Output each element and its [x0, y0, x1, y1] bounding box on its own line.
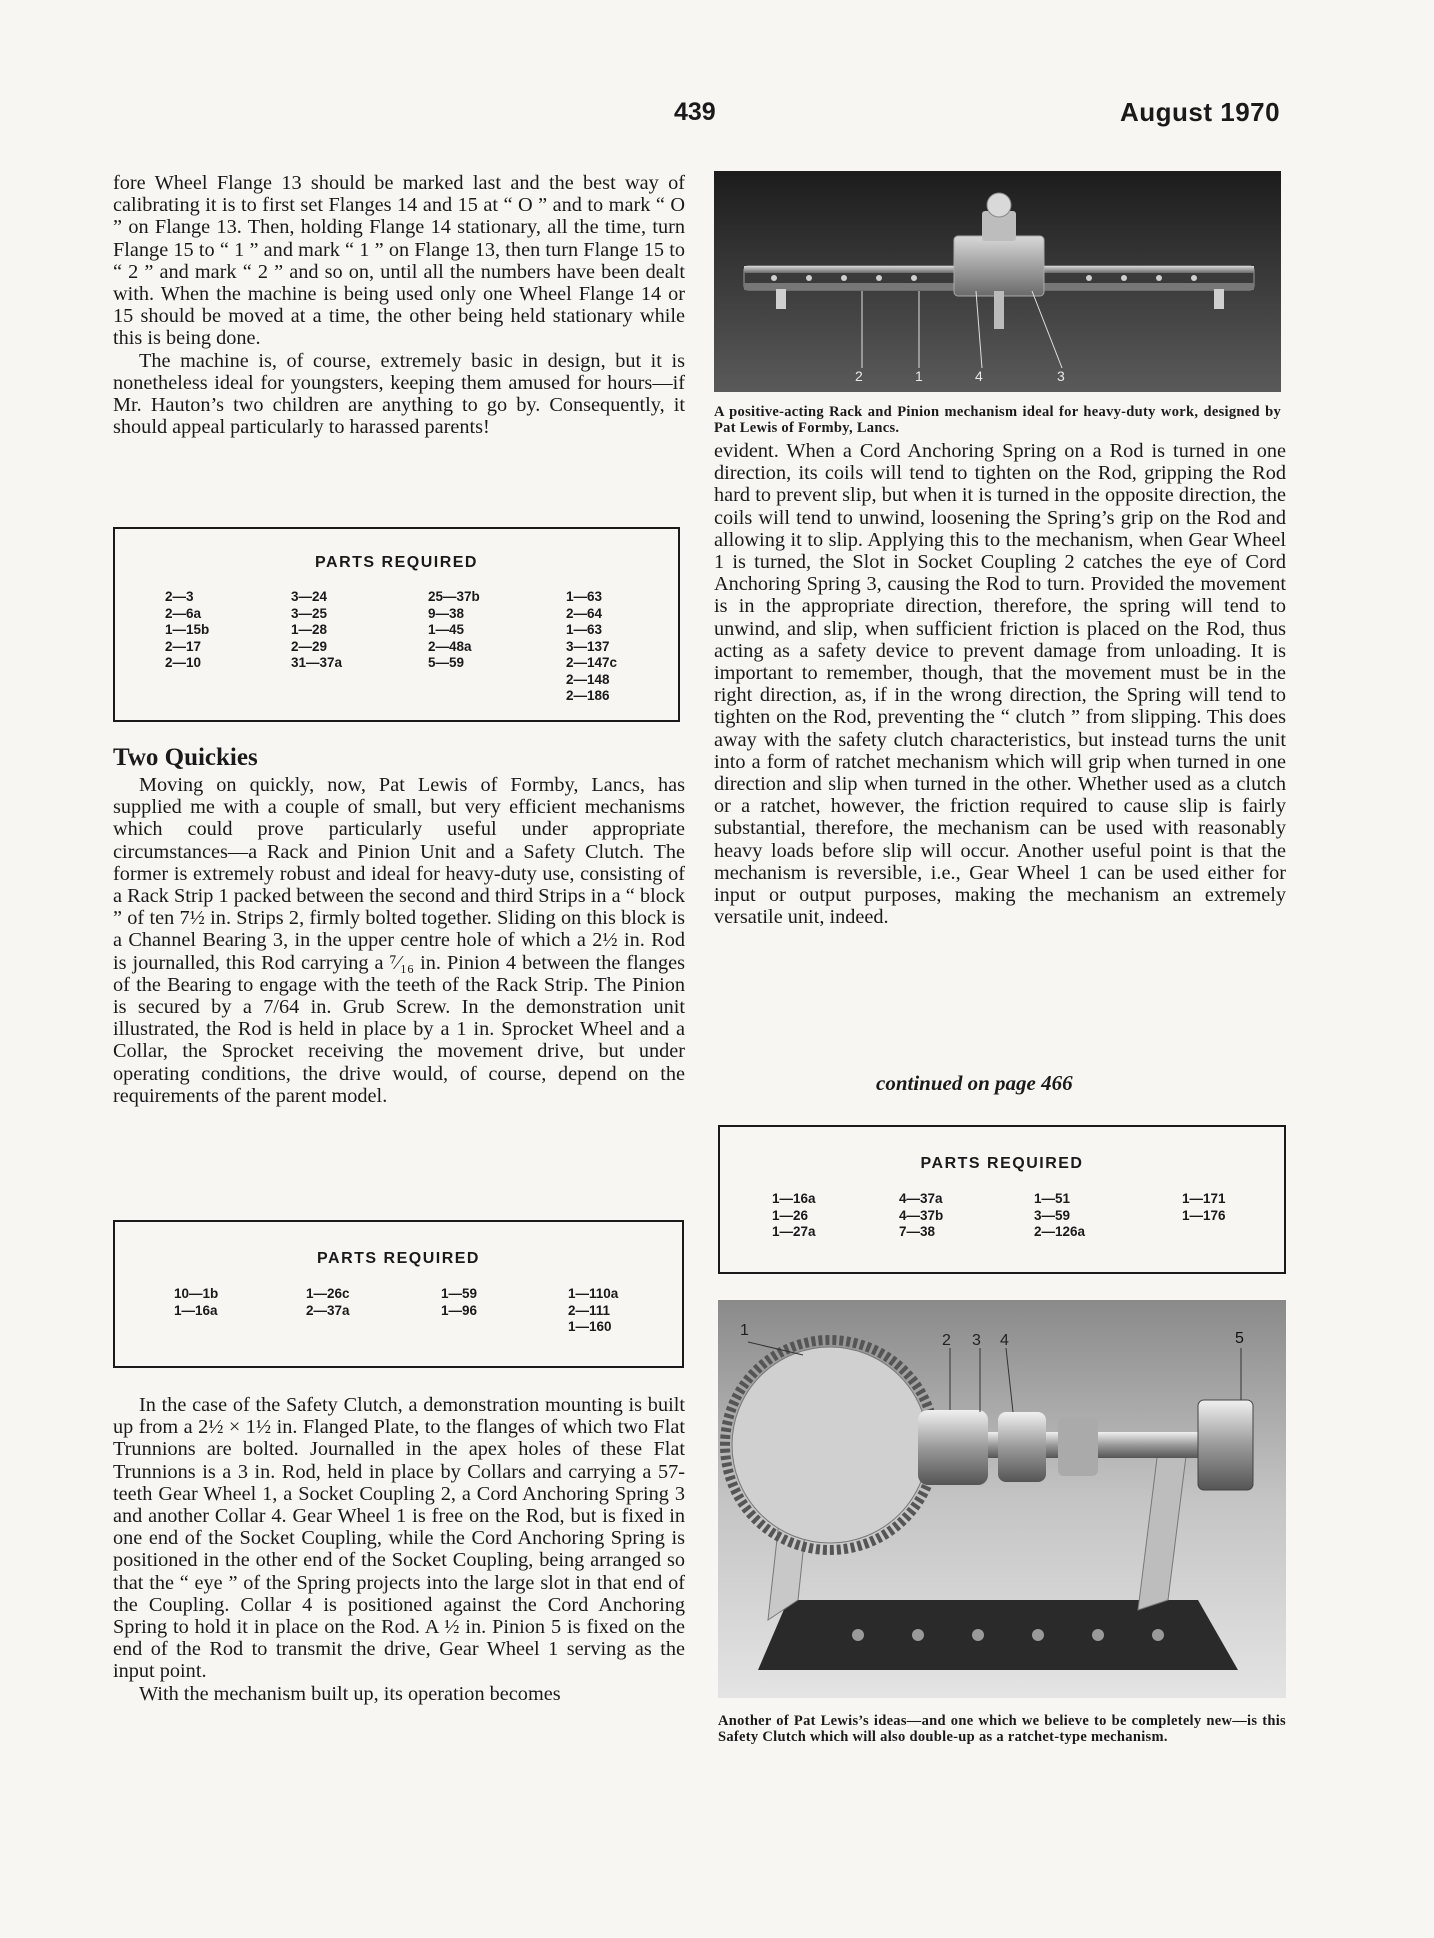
part-entry: 2—37a: [306, 1302, 350, 1318]
part-entry: 3—24: [291, 589, 328, 604]
paragraph: With the mechanism built up, its operation becomes: [139, 1682, 561, 1705]
photo-label: 3: [972, 1332, 981, 1349]
part-entry: 4—37b: [899, 1207, 944, 1223]
photo-label: 5: [1235, 1330, 1244, 1347]
photo-label: 1: [915, 368, 923, 384]
part-entry: 1—63: [566, 622, 603, 637]
part-entry: 31—37a: [291, 655, 343, 670]
part-entry: 2—6a: [165, 605, 202, 621]
photo-label: 4: [975, 368, 983, 384]
rack-and-pinion-photo: [714, 171, 1281, 392]
photo-caption-2: Another of Pat Lewis’s ideas—and one which we believe to be completely new—is this Safety Clutch which will also double-up as a ratchet-type mechanism.: [718, 1713, 1286, 1745]
parts-column: [291, 589, 342, 672]
part-entry: 1—59: [441, 1286, 478, 1301]
photo-label: 1: [740, 1322, 749, 1339]
part-entry: 2—64: [566, 605, 603, 621]
part-entry: 3—137: [566, 638, 610, 654]
parts-column: [566, 589, 617, 705]
part-entry: 1—160: [568, 1319, 612, 1334]
part-entry: 7—38: [899, 1224, 936, 1239]
paragraph: fore Wheel Flange 13 should be marked last and the best way of calibrating it is to first set Flanges 14 and 15 at “ O ” and to mark “ O ” on Flange 13. Then, holding Flange 14 stationary, all the time, turn Flange 15 to “ 1 ” and mark “ 1 ” on Flange 13, then turn Flange 15 to “ 2 ” and mark “ 2 ” and so on, until all the numbers have been dealt with. When the machine is being used only one Wheel Flange 14 or 15 should be moved at a time, the other being held stationary while this is being done.: [113, 172, 685, 350]
part-entry: 1—26: [772, 1207, 809, 1223]
part-entry: 1—63: [566, 589, 603, 604]
part-entry: 2—147c: [566, 655, 618, 670]
parts-required-box-2: [113, 1220, 684, 1368]
part-entry: 2—126a: [1034, 1224, 1086, 1239]
part-entry: 1—26c: [306, 1286, 350, 1301]
part-entry: 3—25: [291, 605, 328, 621]
paragraph: In the case of the Safety Clutch, a demonstration mounting is built up from a 2½ × 1½ in. Flanged Plate, to the flanges of which two Flat Trunnions are bolted. Journalled in the apex holes of these Flat Trunnions is a 3 in. Rod, held in place by Collars and carrying a 57-teeth Gear Wheel 1, a Socket Coupling 2, a Cord Anchoring Spring 3 and another Collar 4. Gear Wheel 1 is free on the Rod, but is fixed in one end of the Socket Coupling, while the Cord Anchoring Spring is positioned in the other end of the Socket Coupling, being arranged so that the “ eye ” of the Spring projects into the large slot in that end of the Coupling. Collar 4 is positioned against the Cord Anchoring Spring to hold it in place on the Rod. A ½ in. Pinion 5 is fixed on the end of the Rod to transmit the drive, Gear Wheel 1 serving as the input point.: [113, 1394, 685, 1683]
parts-column: [568, 1286, 618, 1336]
parts-column: [306, 1286, 350, 1319]
part-entry: 2—148: [566, 671, 610, 687]
photo-label: 3: [1057, 368, 1065, 384]
part-entry: 10—1b: [174, 1286, 219, 1301]
part-entry: 1—16a: [772, 1191, 816, 1206]
part-entry: 2—48a: [428, 638, 472, 654]
photo-label: 2: [855, 368, 863, 384]
left-column-middle-text: [113, 774, 685, 1107]
part-entry: 1—110a: [568, 1286, 619, 1301]
part-entry: 5—59: [428, 655, 465, 670]
safety-clutch-photo: [718, 1300, 1286, 1698]
rack-and-pinion-illustration: [714, 171, 1281, 392]
photo-caption-1: A positive-acting Rack and Pinion mechanism ideal for heavy-duty work, designed by Pat Lewis of Formby, Lancs.: [714, 404, 1281, 436]
part-entry: 1—176: [1182, 1207, 1226, 1223]
parts-column: [899, 1191, 943, 1241]
part-entry: 2—111: [568, 1302, 611, 1318]
part-entry: 25—37b: [428, 589, 480, 604]
parts-required-box-1: [113, 527, 680, 722]
page-number: 439: [674, 98, 716, 126]
part-entry: 2—186: [566, 688, 610, 703]
part-entry: 3—59: [1034, 1207, 1071, 1223]
part-entry: 2—10: [165, 655, 202, 670]
part-entry: 1—51: [1034, 1191, 1071, 1206]
paragraph: Moving on quickly, now, Pat Lewis of Formby, Lancs, has supplied me with a couple of small, but very efficient mechanisms which could prove particularly useful under appropriate circumstances—a Rack and Pinion Unit and a Safety Clutch. The former is extremely robust and ideal for heavy-duty use, consisting of a Rack Strip 1 packed between the second and third Strips in a “ block ” of ten 7½ in. Strips 2, firmly bolted together. Sliding on this block is a Channel Bearing 3, in the upper centre hole of which a 2½ in. Rod is journalled, this Rod carrying a ⁷⁄₁₆ in. Pinion 4 between the flanges of the Bearing to engage with the teeth of the Rack Strip. The Pinion is secured by a 7/64 in. Grub Screw. In the demonstration unit illustrated, the Rod is held in place by a 1 in. Sprocket Wheel and a Collar, the Sprocket receiving the movement drive, but under operating conditions, the drive would, of course, depend on the requirements of the parent model.: [113, 774, 685, 1107]
paragraph: The machine is, of course, extremely basic in design, but it is nonetheless ideal for youngsters, keeping them amused for hours—if Mr. Hauton’s two children are anything to go by. Consequently, it should appeal particularly to harassed parents!: [113, 349, 685, 439]
part-entry: 9—38: [428, 605, 465, 621]
parts-box-title: PARTS REQUIRED: [315, 554, 478, 571]
parts-required-box-3: [718, 1125, 1286, 1274]
issue-date: August 1970: [1120, 97, 1281, 127]
part-entry: 1—171: [1182, 1191, 1226, 1206]
safety-clutch-illustration: [718, 1300, 1286, 1698]
left-column-top-text: [113, 172, 685, 438]
continued-note: continued on page 466: [876, 1071, 1073, 1095]
parts-column: [174, 1286, 218, 1319]
right-column-text: [714, 440, 1286, 928]
parts-box-title: PARTS REQUIRED: [920, 1155, 1084, 1172]
paragraph: evident. When a Cord Anchoring Spring on a Rod is turned in one direction, its coils will tend to tighten on the Rod, gripping the Rod hard to prevent slip, but when it is turned in the opposite direction, the coils will tend to unwind, loosening the Spring’s grip on the Rod and allowing it to slip. Applying this to the mechanism, when Gear Wheel 1 is turned, the Slot in Socket Coupling 2 catches the eye of Cord Anchoring Spring 3, causing the Rod to turn. Provided the movement is in the appropriate direction, therefore, the spring will tend to unwind, and slip, when sufficient friction is placed on the Rod, thus acting as a safety device to prevent damage from unloading. It is important to remember, though, that the movement must be in the right direction, as, if in the wrong direction, the Spring will tend to tighten on the Rod, preventing the “ clutch ” from slipping. This does away with the safety clutch characteristics, but instead turns the unit into a form of ratchet mechanism which will grip when turned in one direction and slip when turned in the other. Whether used as a clutch or a ratchet, however, the friction required to cause slip is fairly substantial, therefore, the mechanism can be used with reasonably heavy loads before slip will occur. Another useful point is that the mechanism is reversible, i.e., Gear Wheel 1 can be used either for input or output purposes, making the mechanism an extremely versatile unit, indeed.: [714, 440, 1286, 929]
left-column-bottom-text: [113, 1394, 685, 1705]
part-entry: 1—15b: [165, 622, 210, 637]
part-entry: 2—17: [165, 638, 202, 654]
parts-column: [1182, 1191, 1226, 1224]
parts-column: [772, 1191, 816, 1241]
section-heading: Two Quickies: [113, 744, 258, 771]
part-entry: 1—45: [428, 622, 465, 637]
parts-box-title: PARTS REQUIRED: [317, 1250, 480, 1267]
photo-label: 4: [1000, 1332, 1009, 1349]
parts-column: [428, 589, 480, 672]
part-entry: 2—3: [165, 589, 194, 604]
part-entry: 2—29: [291, 638, 328, 654]
part-entry: 1—27a: [772, 1224, 816, 1239]
photo-label: 2: [942, 1332, 951, 1349]
parts-column: [165, 589, 209, 672]
parts-column: [441, 1286, 477, 1319]
part-entry: 1—28: [291, 622, 328, 637]
part-entry: 1—16a: [174, 1302, 218, 1318]
part-entry: 4—37a: [899, 1191, 943, 1206]
parts-column: [1034, 1191, 1085, 1241]
part-entry: 1—96: [441, 1302, 478, 1318]
